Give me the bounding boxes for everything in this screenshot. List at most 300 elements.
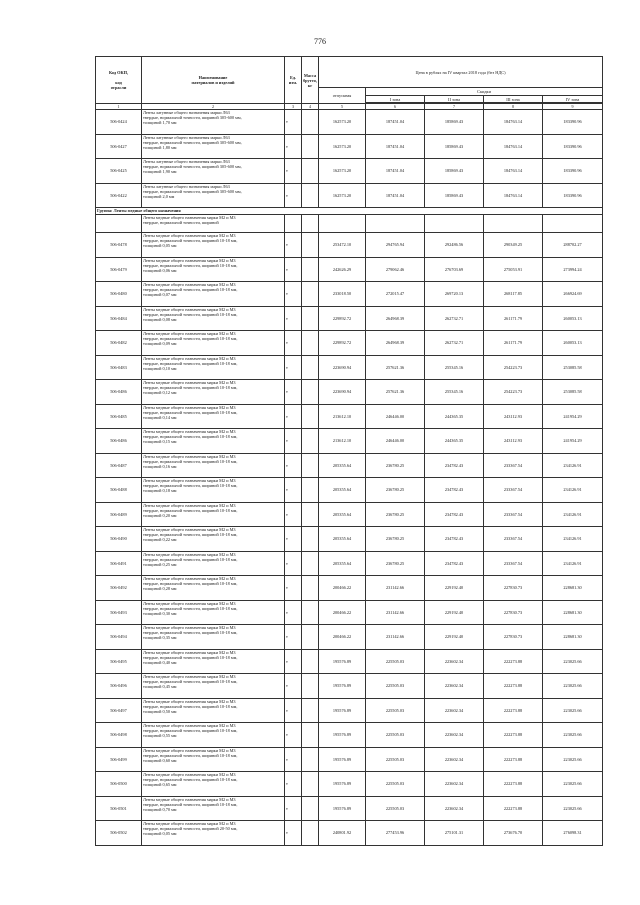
material-name-line: Ленты медные общего назначения марки М2 и М3 <box>143 453 236 459</box>
material-name-line: твердые, нормальной точности, шириной 20-50 мм, <box>143 826 238 832</box>
price-zone-2: 185869.43 <box>425 134 484 159</box>
mass <box>302 404 319 429</box>
unit: т <box>285 674 302 699</box>
price-zone-2: 185869.43 <box>425 183 484 208</box>
price-otpusk: 229892.72 <box>319 306 366 331</box>
mass <box>302 306 319 331</box>
price-otpusk: 162573.20 <box>319 183 366 208</box>
material-name-line: твердые, нормальной точности, шириной 305-600 мм, <box>143 188 242 194</box>
material-name-line: Ленты медные общего назначения марки М2 и М3 <box>143 404 236 410</box>
price-otpusk: 205355.64 <box>319 551 366 576</box>
price-zone-2: 234782.43 <box>425 551 484 576</box>
table-row <box>96 674 603 699</box>
material-name-line: толщиной 0,22 мм <box>143 537 177 543</box>
price-zone-2: 234782.43 <box>425 453 484 478</box>
okp-code: 506-0427 <box>96 134 142 159</box>
mass <box>302 649 319 674</box>
material-name-line: твердые, нормальной точности, шириной <box>143 220 219 226</box>
price-zone-1: 187451.04 <box>366 159 425 184</box>
material-name-line: твердые, нормальной точности, шириной 10-18 мм, <box>143 728 238 734</box>
unit: т <box>285 282 302 307</box>
material-name-line: толщиной 0,08 мм <box>143 316 177 322</box>
price-zone-2: 229192.40 <box>425 576 484 601</box>
price-zone-1: 272015.47 <box>366 282 425 307</box>
material-name-line: твердые, нормальной точности, шириной 10-18 мм, <box>143 581 238 587</box>
okp-code: 506-0502 <box>96 821 142 846</box>
table-row <box>96 478 603 503</box>
table-row <box>96 282 603 307</box>
material-name-line: толщиной 0,28 мм <box>143 586 177 592</box>
price-zone-3: 233367.54 <box>484 551 543 576</box>
material-name <box>142 331 285 356</box>
price-zone-4: 223025.66 <box>543 796 603 821</box>
material-name <box>142 649 285 674</box>
mass <box>302 600 319 625</box>
price-zone-1 <box>366 215 425 233</box>
unit: т <box>285 159 302 184</box>
okp-code: 506-0479 <box>96 257 142 282</box>
material-name-line: толщиной 0,07 мм <box>143 292 177 298</box>
unit: т <box>285 404 302 429</box>
price-zone-3: 184763.14 <box>484 183 543 208</box>
price-zone-3: 227830.73 <box>484 625 543 650</box>
price-zone-2: 185869.43 <box>425 110 484 135</box>
price-zone-2: 244365.35 <box>425 404 484 429</box>
column-number: 5 <box>319 104 366 110</box>
okp-code: 506-0425 <box>96 159 142 184</box>
okp-code: 506-0495 <box>96 649 142 674</box>
column-number: 4 <box>302 104 319 110</box>
price-zone-2: 223602.34 <box>425 723 484 748</box>
okp-code: 506-0488 <box>96 478 142 503</box>
material-name-line: Ленты медные общего назначения марки М2 и М3 <box>143 527 236 532</box>
okp-code: 506-0491 <box>96 551 142 576</box>
material-name <box>142 478 285 503</box>
price-zone-4: 253085.58 <box>543 380 603 405</box>
material-name-line: Ленты медные общего назначения марки М2 и М3 <box>143 257 236 263</box>
okp-code: 506-0424 <box>96 110 142 135</box>
table-row <box>96 331 603 356</box>
price-zone-2: 275101.31 <box>425 821 484 846</box>
price-zone-2: 234782.43 <box>425 478 484 503</box>
header-otpusk: отпускная <box>319 88 366 104</box>
material-name-line: твердые, нормальной точности, шириной 10-18 мм, <box>143 409 238 415</box>
table-row <box>96 429 603 454</box>
price-otpusk: 195576.89 <box>319 747 366 772</box>
price-zone-3 <box>484 215 543 233</box>
material-name-line: Ленты медные общего назначения марки М2 и М3 <box>143 478 236 483</box>
material-name-line: Ленты медные общего назначения марки М2 и М3 <box>143 772 236 777</box>
material-name-line: твердые, нормальной точности, шириной 305-600 мм, <box>143 164 242 170</box>
price-zone-2: 244365.35 <box>425 429 484 454</box>
unit: т <box>285 331 302 356</box>
material-name <box>142 134 285 159</box>
price-otpusk: 200466.22 <box>319 625 366 650</box>
header-name: Наименование материалов и изделий <box>142 57 285 104</box>
price-zone-1: 294765.94 <box>366 233 425 258</box>
table-row <box>96 183 603 208</box>
price-zone-2: 229192.40 <box>425 625 484 650</box>
price-zone-1: 231142.66 <box>366 600 425 625</box>
material-name-line: толщиной 0,50 мм <box>143 708 177 714</box>
mass <box>302 134 319 159</box>
header-zone-4: IV зона <box>543 96 603 103</box>
price-otpusk: 213612.10 <box>319 404 366 429</box>
okp-code: 506-0490 <box>96 527 142 552</box>
material-name-line: толщиной 1,70 мм <box>143 120 177 126</box>
price-otpusk: 195576.89 <box>319 698 366 723</box>
price-zone-1: 187451.04 <box>366 134 425 159</box>
price-zone-3: 184763.14 <box>484 159 543 184</box>
material-name-line: Ленты латунные общего назначения марки Л63 <box>143 159 230 164</box>
price-zone-1: 257621.36 <box>366 355 425 380</box>
okp-code: 506-0486 <box>96 380 142 405</box>
price-otpusk: 195576.89 <box>319 649 366 674</box>
material-name-line: толщиной 1,80 мм <box>143 144 177 150</box>
column-number: 3 <box>285 104 302 110</box>
unit: т <box>285 183 302 208</box>
price-otpusk: 242626.29 <box>319 257 366 282</box>
price-zone-3: 222273.88 <box>484 772 543 797</box>
price-zone-4: 266924.69 <box>543 282 603 307</box>
price-zone-3: 184763.14 <box>484 110 543 135</box>
okp-code: 506-0500 <box>96 772 142 797</box>
column-number: 2 <box>142 104 285 110</box>
price-otpusk: 195576.89 <box>319 772 366 797</box>
material-name-line: твердые, нормальной точности, шириной 10-18 мм, <box>143 287 238 293</box>
table-row <box>96 502 603 527</box>
price-otpusk: 253472.10 <box>319 233 366 258</box>
price-zone-1: 225505.03 <box>366 796 425 821</box>
price-zone-1: 246446.00 <box>366 429 425 454</box>
unit: т <box>285 723 302 748</box>
unit: т <box>285 625 302 650</box>
price-otpusk: 195576.89 <box>319 796 366 821</box>
table-row <box>96 796 603 821</box>
material-name-line: твердые, нормальной точности, шириной 10-18 мм, <box>143 703 238 709</box>
price-zone-4: 260053.13 <box>543 331 603 356</box>
material-name-line: твердые, нормальной точности, шириной 10-18 мм, <box>143 262 238 268</box>
material-name-line: Ленты медные общего назначения марки М2 и М3 <box>143 380 236 385</box>
price-zone-3: 254223.73 <box>484 380 543 405</box>
unit <box>285 215 302 233</box>
unit: т <box>285 600 302 625</box>
material-name-line: Ленты медные общего назначения марки М2 и М3 <box>143 674 236 679</box>
price-zone-3: 233367.54 <box>484 527 543 552</box>
price-zone-2: 269720.13 <box>425 282 484 307</box>
material-name-line: толщиной 0,09 мм <box>143 341 177 347</box>
unit: т <box>285 527 302 552</box>
unit: т <box>285 355 302 380</box>
price-zone-3: 290349.25 <box>484 233 543 258</box>
price-zone-4: 228681.30 <box>543 576 603 601</box>
material-name-line: толщиной 0,45 мм <box>143 684 177 690</box>
group-row <box>96 208 603 215</box>
material-name <box>142 257 285 282</box>
material-name <box>142 306 285 331</box>
unit: т <box>285 576 302 601</box>
price-zone-1: 236780.25 <box>366 478 425 503</box>
price-zone-4: 183390.96 <box>543 183 603 208</box>
price-zone-3: 233367.54 <box>484 453 543 478</box>
material-name-line: твердые, нормальной точности, шириной 10-18 мм, <box>143 385 238 391</box>
okp-code: 506-0492 <box>96 576 142 601</box>
price-zone-4: 241954.29 <box>543 404 603 429</box>
material-name <box>142 723 285 748</box>
price-zone-3: 184763.14 <box>484 134 543 159</box>
material-name-line: толщиной 0,05 мм <box>143 243 177 249</box>
price-zone-4: 223025.66 <box>543 723 603 748</box>
price-otpusk: 205355.64 <box>319 502 366 527</box>
mass <box>302 796 319 821</box>
price-zone-4: 234126.91 <box>543 478 603 503</box>
okp-code: 506-0486 <box>96 429 142 454</box>
material-name-line: Ленты медные общего назначения марки М2 и М3 <box>143 429 236 434</box>
price-otpusk: 213612.10 <box>319 429 366 454</box>
price-zone-1: 236780.25 <box>366 453 425 478</box>
okp-code: 506-0501 <box>96 796 142 821</box>
material-name-line: Ленты латунные общего назначения марки Л63 <box>143 183 230 189</box>
header-price-caption: Цена в рублях на IV квартал 2018 года (без НДС) <box>319 57 603 88</box>
column-number: 6 <box>366 104 425 110</box>
okp-code: 506-0489 <box>96 502 142 527</box>
price-zone-1: 225505.03 <box>366 674 425 699</box>
table-row <box>96 698 603 723</box>
material-name-line: толщиной 0,30 мм <box>143 610 177 616</box>
material-name-line: толщиной 0,16 мм <box>143 463 177 469</box>
okp-code: 506-0483 <box>96 355 142 380</box>
table-row <box>96 551 603 576</box>
price-zone-3: 222273.88 <box>484 747 543 772</box>
price-zone-2: 223602.34 <box>425 698 484 723</box>
price-otpusk: 233018.50 <box>319 282 366 307</box>
mass <box>302 576 319 601</box>
price-zone-3: 222273.88 <box>484 723 543 748</box>
price-zone-2: 223602.34 <box>425 674 484 699</box>
price-zone-3: 243112.93 <box>484 404 543 429</box>
material-name <box>142 698 285 723</box>
table-row <box>96 600 603 625</box>
price-zone-2 <box>425 215 484 233</box>
price-zone-2: 276703.69 <box>425 257 484 282</box>
material-name-line: толщиной 0,06 мм <box>143 267 177 273</box>
unit: т <box>285 796 302 821</box>
table-row <box>96 257 603 282</box>
price-zone-4: 183390.96 <box>543 159 603 184</box>
table-header <box>96 57 603 110</box>
price-zone-3: 227830.73 <box>484 576 543 601</box>
material-name <box>142 747 285 772</box>
material-name-line: Ленты медные общего назначения марки М2 и М3 <box>143 796 236 802</box>
price-otpusk: 205355.64 <box>319 527 366 552</box>
price-zone-2: 234782.43 <box>425 527 484 552</box>
material-name <box>142 159 285 184</box>
okp-code: 506-0487 <box>96 453 142 478</box>
okp-code: 506-0478 <box>96 233 142 258</box>
mass <box>302 502 319 527</box>
price-zone-2: 229192.40 <box>425 600 484 625</box>
material-name-line: толщиной 0,25 мм <box>143 561 177 567</box>
table-row <box>96 380 603 405</box>
price-zone-3: 261171.79 <box>484 331 543 356</box>
mass <box>302 355 319 380</box>
unit: т <box>285 233 302 258</box>
price-zone-1: 225505.03 <box>366 747 425 772</box>
material-name-line: Ленты латунные общего назначения марки Л63 <box>143 110 230 115</box>
material-name-line: толщиной 0,15 мм <box>143 439 177 445</box>
mass <box>302 453 319 478</box>
material-name-line: Ленты медные общего назначения марки М2 и М3 <box>143 576 236 581</box>
mass <box>302 233 319 258</box>
mass <box>302 674 319 699</box>
price-zone-4: 234126.91 <box>543 527 603 552</box>
price-zone-2: 262732.71 <box>425 331 484 356</box>
price-zone-3: 233367.54 <box>484 502 543 527</box>
table-row <box>96 747 603 772</box>
price-zone-4: 234126.91 <box>543 453 603 478</box>
material-name <box>142 821 285 846</box>
price-zone-4: 253085.58 <box>543 355 603 380</box>
price-zone-4: 223025.66 <box>543 698 603 723</box>
okp-code: 506-0480 <box>96 282 142 307</box>
price-zone-4: 183390.96 <box>543 134 603 159</box>
mass <box>302 380 319 405</box>
group-title: Группа: Ленты медные общего назначения <box>96 208 603 215</box>
price-zone-4: 234126.91 <box>543 502 603 527</box>
price-zone-2: 292486.56 <box>425 233 484 258</box>
price-zone-4: 241954.29 <box>543 429 603 454</box>
price-zone-1: 236780.25 <box>366 502 425 527</box>
table-row <box>96 233 603 258</box>
unit: т <box>285 649 302 674</box>
material-name-line: твердые, нормальной точности, шириной 10-18 мм, <box>143 679 238 685</box>
unit: т <box>285 502 302 527</box>
material-name <box>142 600 285 625</box>
material-name-line: твердые, нормальной точности, шириной 10-18 мм, <box>143 654 238 660</box>
table-row <box>96 527 603 552</box>
material-name-line: твердые, нормальной точности, шириной 10-18 мм, <box>143 336 238 342</box>
table-row <box>96 110 603 135</box>
price-zone-1: 225505.03 <box>366 772 425 797</box>
price-zone-4: 223025.66 <box>543 674 603 699</box>
price-zone-2: 262732.71 <box>425 306 484 331</box>
material-name-line: толщиной 0,10 мм <box>143 365 177 371</box>
price-zone-1: 236780.25 <box>366 527 425 552</box>
header-zones: Скидки <box>366 88 603 96</box>
price-zone-2: 185869.43 <box>425 159 484 184</box>
unit: т <box>285 478 302 503</box>
material-name-line: толщиной 0,40 мм <box>143 659 177 665</box>
mass <box>302 478 319 503</box>
material-name-line: Ленты медные общего назначения марки М2 и М3 <box>143 625 236 630</box>
table-row <box>96 306 603 331</box>
price-zone-1: 264968.39 <box>366 331 425 356</box>
material-name-line: Ленты медные общего назначения марки М2 и М3 <box>143 331 236 336</box>
material-name-line: Ленты медные общего назначения марки М2 и М3 <box>143 821 236 826</box>
material-name-line: твердые, нормальной точности, шириной 10-18 мм, <box>143 434 238 440</box>
price-zone-3: 222273.88 <box>484 796 543 821</box>
header-code: Код ОКП, код отрасли <box>96 57 142 104</box>
price-zone-1: 246446.00 <box>366 404 425 429</box>
material-name-line: Ленты медные общего назначения марки М2 и М3 <box>143 233 236 238</box>
material-name <box>142 453 285 478</box>
price-zone-3: 222273.88 <box>484 649 543 674</box>
unit: т <box>285 110 302 135</box>
price-zone-4: 183390.96 <box>543 110 603 135</box>
unit: т <box>285 453 302 478</box>
price-zone-3: 261171.79 <box>484 306 543 331</box>
material-name-line: твердые, нормальной точности, шириной 10-18 мм, <box>143 752 238 758</box>
material-name-line: Ленты медные общего назначения марки М2 и М3 <box>143 698 236 704</box>
table-row <box>96 625 603 650</box>
mass <box>302 429 319 454</box>
column-number: 8 <box>484 104 543 110</box>
material-name-line: Ленты медные общего назначения марки М2 и М3 <box>143 306 236 312</box>
table-row <box>96 723 603 748</box>
material-name-line: твердые, нормальной точности, шириной 10-18 мм, <box>143 458 238 464</box>
material-name-line: твердые, нормальной точности, шириной 10-18 мм, <box>143 507 238 513</box>
material-name <box>142 215 285 233</box>
okp-code: 506-0422 <box>96 183 142 208</box>
table-row <box>96 159 603 184</box>
material-name-line: толщиной 0,70 мм <box>143 806 177 812</box>
material-name-line: толщиной 0,60 мм <box>143 757 177 763</box>
material-name <box>142 355 285 380</box>
price-zone-1: 264968.39 <box>366 306 425 331</box>
price-otpusk <box>319 215 366 233</box>
material-name <box>142 429 285 454</box>
price-table <box>95 56 603 846</box>
okp-code: 506-0493 <box>96 600 142 625</box>
column-number: 7 <box>425 104 484 110</box>
unit: т <box>285 306 302 331</box>
material-name-line: толщиной 0,55 мм <box>143 733 177 739</box>
unit: т <box>285 380 302 405</box>
column-number: 9 <box>543 104 603 110</box>
material-name <box>142 527 285 552</box>
price-otpusk: 223690.94 <box>319 355 366 380</box>
material-name <box>142 233 285 258</box>
price-otpusk: 200466.22 <box>319 576 366 601</box>
material-name <box>142 674 285 699</box>
material-name <box>142 404 285 429</box>
okp-code: 506-0485 <box>96 404 142 429</box>
price-zone-3: 268117.85 <box>484 282 543 307</box>
unit: т <box>285 134 302 159</box>
price-zone-4: 228681.30 <box>543 600 603 625</box>
table-row <box>96 215 603 233</box>
material-name-line: Ленты латунные общего назначения марки Л63 <box>143 134 230 140</box>
material-name-line: твердые, нормальной точности, шириной 10-18 мм, <box>143 532 238 538</box>
material-name-line: твердые, нормальной точности, шириной 10-18 мм, <box>143 311 238 317</box>
material-name-line: толщиной 1,90 мм <box>143 169 177 175</box>
column-number: 1 <box>96 104 142 110</box>
material-name-line: толщиной 0,35 мм <box>143 635 177 641</box>
unit: т <box>285 772 302 797</box>
price-otpusk: 205355.64 <box>319 478 366 503</box>
price-zone-1: 231142.66 <box>366 625 425 650</box>
material-name <box>142 502 285 527</box>
material-name-line: твердые, нормальной точности, шириной 10-18 мм, <box>143 360 238 366</box>
material-name <box>142 551 285 576</box>
material-name-line: Ленты медные общего назначения марки М2 и М3 <box>143 282 236 287</box>
table-row <box>96 355 603 380</box>
material-name-line: Ленты медные общего назначения марки М2 и М3 <box>143 649 236 655</box>
price-zone-4: 223025.66 <box>543 649 603 674</box>
price-otpusk: 205355.64 <box>319 453 366 478</box>
page-number: 776 <box>314 37 326 46</box>
mass <box>302 527 319 552</box>
